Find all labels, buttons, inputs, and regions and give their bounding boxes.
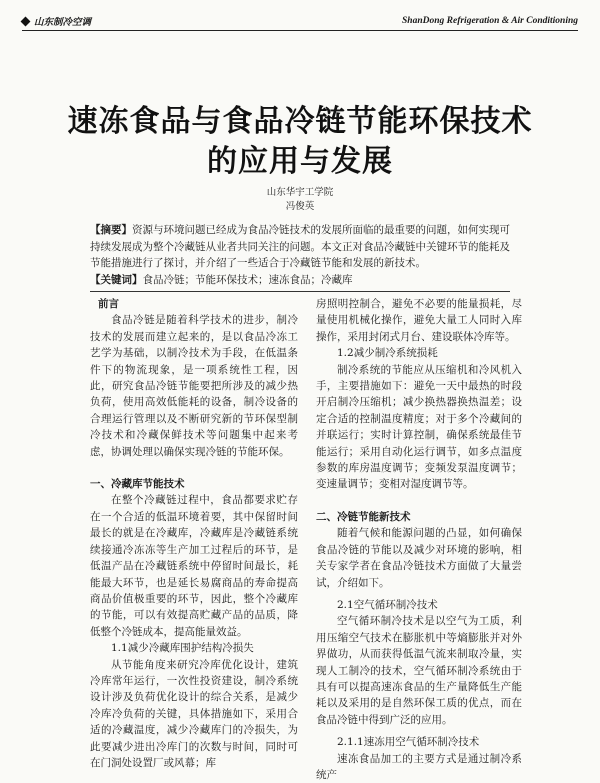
section1-paragraph: 在整个冷藏链过程中，食品都要求贮存在一个合适的低温环境着要，其中保留时间最长的就是在冷藏库，冷藏库是冷藏链系统续接通冷冻冻等生产加工过程后的环节，是低温产品在冷藏链系统中停留时间最长，耗能最大环节，也是延长易腐商品的寿命提高商品价值极重要的环节，因此，整个冷藏库的节能，可以有效提高贮藏产品的品质，降低整个冷链成本，提高能量效益。: [90, 494, 298, 638]
section1-heading: 一、冷藏库节能技术: [90, 478, 185, 491]
article-title-line1: 速冻食品与食品冷链节能环保技术: [67, 104, 533, 139]
subsection-1-2-paragraph: 制冷系统的节能应从压缩机和冷风机入手，主要措施如下：避免一天中最热的时段开启制冷压缩机；减少换热器换热温差；设定合适的控制温度精度；对于多个冷藏间的并联运行；实时计算控制，确保系统最佳节能运行；采用自动化运行调节，如多点温度参数的库房温度调节；变频发泵温度调节；变速量调节；变相对湿度调节等。: [316, 363, 522, 491]
intro-paragraph: 食品冷链是随着科学技术的进步，制冷技术的发展而建立起来的，是以食品冷冻工艺学为基础，以制冷技术为手段，在低温条件下的物流现象，是一项系统性工程，因此，研究食品冷链节能要把所涉及的减少热负荷，使用高效低能耗的设备，制冷设备的合理运行管理以及不断研究新的节环保型制冷技术和冷藏保鲜技术等问题集中起来考虑，协调处理以确保实现冷链的节能环保。: [90, 314, 298, 458]
keywords: [90, 272, 510, 288]
journal-name-cn-text: 山东制冷空调: [34, 17, 92, 28]
subsection-2-1-paragraph: 空气循环制冷技术是以空气为工质，利用压缩空气技术在膨胀机中等熵膨胀并对外界做功，从而获得低温气流来制取冷量，实现人工制冷的技术，空气循环制冷系统由于具有可以提高速冻食品的生产量降低生产能耗以及采用的是自然环保工质的优点，而在食品冷链中得到广泛的应用。: [316, 615, 522, 726]
subsection-2-1-1-paragraph: 速冻食品加工的主要方式是通过制冷系统产: [316, 752, 522, 781]
intro-heading: 前言: [98, 298, 119, 310]
abstract: [90, 222, 510, 272]
journal-name-cn: [22, 14, 91, 28]
abstract-rule: [90, 291, 510, 292]
diamond-icon: [21, 16, 31, 26]
right-column: [316, 296, 522, 783]
header-rule: [22, 30, 578, 31]
subsection-1-1-heading: 1.1减少冷藏库围护结构冷损失: [111, 642, 254, 655]
subsection-1-2-heading: 1.2减少制冷系统损耗: [337, 347, 438, 360]
right-top-paragraph: 房照明控制合，避免不必要的能量损耗，尽量使用机械化操作，避免大量工人同时入库操作，采用封闭式月台、建设联体冷库等。: [316, 298, 522, 343]
abstract-text: 资源与环境问题已经成为食品冷链技术的发展所面临的最重要的问题，如何实现可持续发展成为整个冷藏链从业者共同关注的问题。本文正对食品冷藏链中关键环节的能耗及节能措施进行了探讨，并介绍了一些适合于冷藏链节能和发展的新技术。: [90, 224, 510, 269]
keywords-text: 食品冷链；节能环保技术；速冻食品；冷藏库: [142, 274, 353, 286]
journal-name-en: ShanDong Refrigeration & Air Conditioning: [402, 16, 578, 26]
section2-paragraph: 随着气候和能源问题的凸显，如何确保食品冷链的节能以及减少对环境的影响，相关专家学者在食品冷链技术方面做了大量尝试，介绍如下。: [316, 527, 522, 589]
subsection-2-1-heading: 2.1空气循环制冷技术: [337, 598, 438, 611]
subsection-2-1-1-heading: 2.1.1速冻用空气循环制冷技术: [337, 736, 480, 749]
affiliation: 山东华宇工学院: [266, 187, 334, 198]
subsection-1-1-paragraph: 从节能角度来研究冷库优化设计，建筑冷库常年运行，一次性投资建设，制冷系统设计涉及负荷优化设计的综合关系，是减少冷库冷负荷的关键，具体措施如下，采用合适的冷藏温度，减少冷藏库门的冷损失，为此要减少进出冷库门的次数与时间，同时可在门洞处设置厂或风幕；库: [90, 658, 298, 769]
article-title-line2: 的应用与发展: [207, 144, 393, 179]
author: 冯俊英: [285, 201, 315, 212]
running-header: [22, 14, 578, 28]
keywords-label: 【关键词】: [90, 274, 143, 286]
abstract-label: 【摘要】: [90, 224, 132, 236]
left-column: [90, 296, 298, 771]
section2-heading: 二、冷链节能新技术: [316, 510, 411, 523]
